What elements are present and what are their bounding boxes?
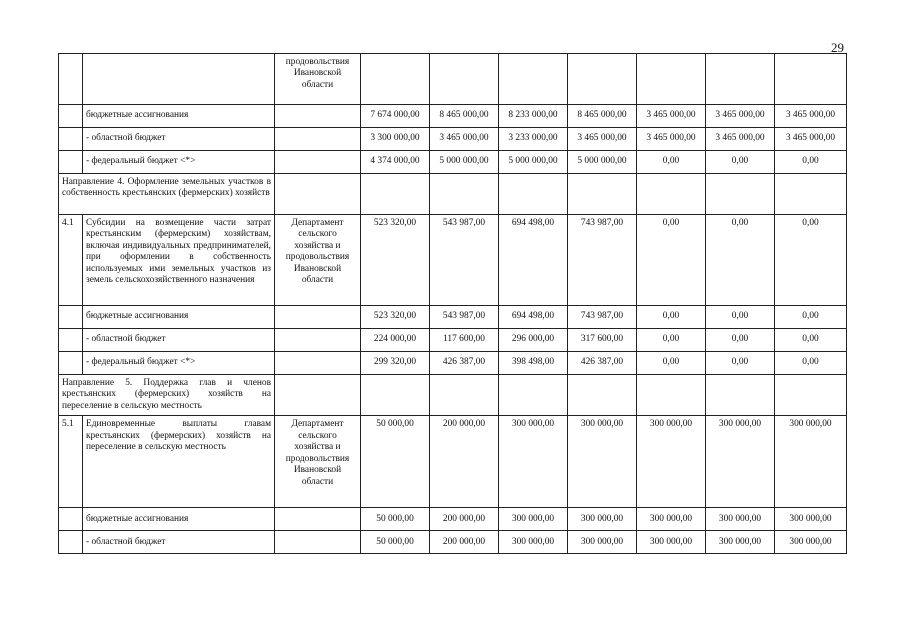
value-cell (637, 174, 706, 215)
value-cell (706, 174, 775, 215)
executor-cell (275, 329, 361, 352)
value-cell: 398 498,00 (499, 352, 568, 375)
row-index: 4.1 (59, 215, 83, 306)
page-number: 29 (831, 40, 844, 55)
value-cell: 0,00 (637, 215, 706, 306)
executor-cell (275, 105, 361, 128)
value-cell: 7 674 000,00 (361, 105, 430, 128)
value-cell: 0,00 (775, 352, 847, 375)
value-cell: 426 387,00 (568, 352, 637, 375)
value-cell: 5 000 000,00 (568, 151, 637, 174)
value-cell (430, 174, 499, 215)
value-cell: 8 233 000,00 (499, 105, 568, 128)
row-name: - федеральный бюджет <*> (83, 151, 275, 174)
value-cell: 200 000,00 (430, 531, 499, 554)
value-cell: 3 300 000,00 (361, 128, 430, 151)
value-cell: 694 498,00 (499, 306, 568, 329)
table-row (59, 306, 847, 329)
value-cell (568, 375, 637, 416)
value-cell: 0,00 (706, 151, 775, 174)
value-cell: 426 387,00 (430, 352, 499, 375)
value-cell: 0,00 (706, 352, 775, 375)
value-cell (637, 375, 706, 416)
table-row (59, 416, 847, 508)
value-cell: 5 000 000,00 (499, 151, 568, 174)
value-cell: 0,00 (775, 306, 847, 329)
value-cell: 300 000,00 (568, 416, 637, 508)
executor-cell (275, 306, 361, 329)
value-cell: 743 987,00 (568, 215, 637, 306)
value-cell (706, 375, 775, 416)
table-row (59, 215, 847, 306)
row-index (59, 531, 83, 554)
value-cell: 224 000,00 (361, 329, 430, 352)
executor-cell: Департамент сельского хозяйства и продовольствия Ивановской области (275, 416, 361, 508)
row-name: бюджетные ассигнования (83, 508, 275, 531)
table-row (59, 352, 847, 375)
value-cell: 317 600,00 (568, 329, 637, 352)
table-row (59, 329, 847, 352)
value-cell: 300 000,00 (637, 416, 706, 508)
value-cell: 0,00 (706, 306, 775, 329)
value-cell: 8 465 000,00 (430, 105, 499, 128)
value-cell: 300 000,00 (775, 508, 847, 531)
value-cell: 300 000,00 (706, 531, 775, 554)
value-cell: 300 000,00 (775, 531, 847, 554)
value-cell: 8 465 000,00 (568, 105, 637, 128)
value-cell (568, 174, 637, 215)
value-cell: 300 000,00 (637, 531, 706, 554)
row-index (59, 151, 83, 174)
value-cell: 3 233 000,00 (499, 128, 568, 151)
direction-title: Направление 5. Поддержка глав и членов крестьянских (фермерских) хозяйств на переселение в сельскую местность (59, 375, 275, 416)
value-cell: 50 000,00 (361, 416, 430, 508)
value-cell (499, 174, 568, 215)
value-cell: 300 000,00 (706, 416, 775, 508)
row-name: бюджетные ассигнования (83, 105, 275, 128)
value-cell: 3 465 000,00 (637, 128, 706, 151)
value-cell: 0,00 (706, 329, 775, 352)
executor-cell: продовольствия Ивановской области (275, 54, 361, 105)
value-cell: 743 987,00 (568, 306, 637, 329)
executor-cell (275, 531, 361, 554)
value-cell: 300 000,00 (499, 508, 568, 531)
executor-cell (275, 151, 361, 174)
value-cell: 4 374 000,00 (361, 151, 430, 174)
value-cell: 50 000,00 (361, 508, 430, 531)
value-cell: 296 000,00 (499, 329, 568, 352)
row-index (59, 508, 83, 531)
value-cell: 5 000 000,00 (430, 151, 499, 174)
executor-cell (275, 128, 361, 151)
value-cell: 694 498,00 (499, 215, 568, 306)
value-cell: 3 465 000,00 (775, 105, 847, 128)
row-index (59, 329, 83, 352)
value-cell (361, 375, 430, 416)
table-row (59, 174, 847, 215)
value-cell: 300 000,00 (637, 508, 706, 531)
value-cell: 0,00 (775, 151, 847, 174)
row-name: - областной бюджет (83, 531, 275, 554)
value-cell: 300 000,00 (775, 416, 847, 508)
row-name: Единовременные выплаты главам крестьянских (фермерских) хозяйств на переселение в сельскую местность (83, 416, 275, 508)
value-cell: 300 000,00 (499, 416, 568, 508)
value-cell: 0,00 (706, 215, 775, 306)
value-cell (499, 375, 568, 416)
row-name: - областной бюджет (83, 329, 275, 352)
value-cell: 3 465 000,00 (568, 128, 637, 151)
value-cell: 3 465 000,00 (775, 128, 847, 151)
value-cell: 200 000,00 (430, 416, 499, 508)
value-cell: 3 465 000,00 (706, 128, 775, 151)
value-cell: 0,00 (637, 329, 706, 352)
value-cell: 0,00 (775, 215, 847, 306)
value-cell: 543 987,00 (430, 215, 499, 306)
executor-cell (275, 508, 361, 531)
value-cell (499, 54, 568, 105)
executor-cell (275, 174, 361, 215)
value-cell: 200 000,00 (430, 508, 499, 531)
value-cell (430, 54, 499, 105)
value-cell: 0,00 (637, 306, 706, 329)
budget-table (58, 53, 847, 554)
value-cell: 299 320,00 (361, 352, 430, 375)
value-cell: 3 465 000,00 (430, 128, 499, 151)
value-cell: 300 000,00 (706, 508, 775, 531)
value-cell: 300 000,00 (499, 531, 568, 554)
table-row (59, 508, 847, 531)
table-body (59, 54, 847, 554)
row-index (59, 105, 83, 128)
table-row (59, 128, 847, 151)
row-name: - федеральный бюджет <*> (83, 352, 275, 375)
table-row (59, 54, 847, 105)
value-cell (775, 174, 847, 215)
value-cell (361, 54, 430, 105)
row-name: Субсидии на возмещение части затрат крестьянским (фермерским) хозяйствам, включая индивидуальных предпринимателей, при оформлении в собственность используемых ими земельных участков из земель сельскохозяйственного назначения (83, 215, 275, 306)
table-row (59, 105, 847, 128)
value-cell (430, 375, 499, 416)
value-cell: 0,00 (775, 329, 847, 352)
row-index (59, 128, 83, 151)
value-cell (637, 54, 706, 105)
table-row (59, 375, 847, 416)
value-cell: 3 465 000,00 (637, 105, 706, 128)
value-cell (706, 54, 775, 105)
executor-cell (275, 375, 361, 416)
row-index: 5.1 (59, 416, 83, 508)
value-cell (568, 54, 637, 105)
value-cell: 543 987,00 (430, 306, 499, 329)
value-cell: 0,00 (637, 352, 706, 375)
value-cell: 0,00 (637, 151, 706, 174)
value-cell (775, 375, 847, 416)
executor-cell (275, 352, 361, 375)
row-index (59, 352, 83, 375)
value-cell: 523 320,00 (361, 306, 430, 329)
value-cell (361, 174, 430, 215)
row-name: бюджетные ассигнования (83, 306, 275, 329)
row-name (83, 54, 275, 105)
value-cell: 300 000,00 (568, 508, 637, 531)
table-row (59, 531, 847, 554)
value-cell (775, 54, 847, 105)
value-cell: 3 465 000,00 (706, 105, 775, 128)
direction-title: Направление 4. Оформление земельных участков в собственность крестьянских (фермерских) хозяйств (59, 174, 275, 215)
row-index (59, 306, 83, 329)
value-cell: 523 320,00 (361, 215, 430, 306)
executor-cell: Департамент сельского хозяйства и продовольствия Ивановской области (275, 215, 361, 306)
row-index (59, 54, 83, 105)
table-row (59, 151, 847, 174)
value-cell: 300 000,00 (568, 531, 637, 554)
value-cell: 117 600,00 (430, 329, 499, 352)
value-cell: 50 000,00 (361, 531, 430, 554)
row-name: - областной бюджет (83, 128, 275, 151)
